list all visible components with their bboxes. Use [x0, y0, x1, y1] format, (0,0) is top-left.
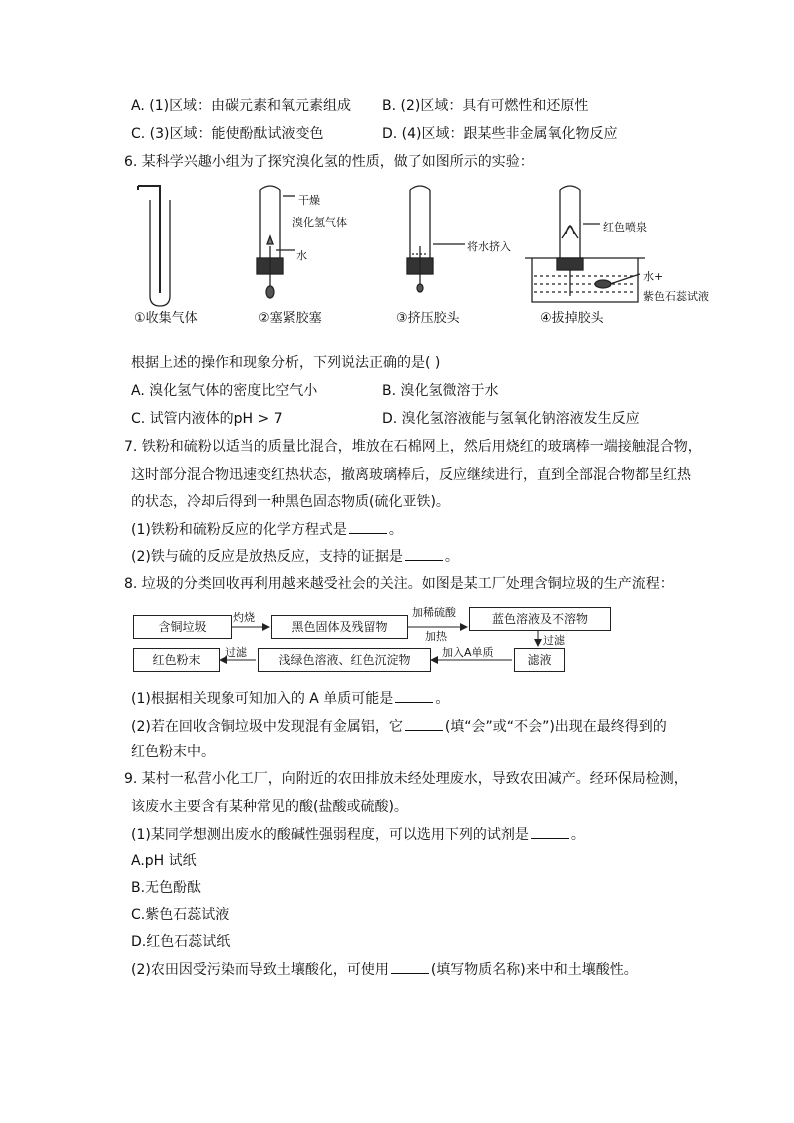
q6-caption-2: ②塞紧胶塞	[258, 311, 322, 326]
q9-option-c: C.紫色石蕊试液	[131, 907, 230, 923]
flow-label-burn: 灼烧	[233, 611, 255, 624]
q6-option-c: C. 试管内液体的pH > 7	[131, 411, 283, 427]
flow-label-add-acid: 加稀硫酸	[412, 606, 456, 619]
q6-label-water: 水	[296, 249, 307, 262]
flow-box-filtrate: 滤液	[514, 648, 565, 672]
q8-sub-1	[131, 688, 449, 709]
q5-option-b: B. (2)区域：具有可燃性和还原性	[382, 98, 589, 114]
period: 。	[444, 549, 459, 565]
period: 。	[435, 691, 450, 707]
answer-blank	[531, 824, 569, 839]
q8-sub-2	[131, 716, 667, 737]
q6-option-a: A. 溴化氢气体的密度比空气小	[131, 383, 318, 399]
q8-sub-1-text: (1)根据相关现象可知加入的 A 单质可能是	[131, 691, 394, 707]
q6-option-d: D. 溴化氢溶液能与氢氧化钠溶液发生反应	[382, 411, 640, 427]
flow-box-blue-solution: 蓝色溶液及不溶物	[469, 607, 611, 631]
q9-option-a: A.pH 试纸	[131, 853, 197, 869]
q6-caption-4: ④拔掉胶头	[540, 311, 604, 326]
answer-blank	[391, 959, 429, 974]
period: 。	[388, 522, 403, 538]
q6-label-squeeze: 将水挤入	[467, 240, 511, 253]
q8-sub-2-text-b: (填“会”或“不会”)出现在最终得到的	[444, 719, 667, 735]
q6-caption-3: ③挤压胶头	[396, 311, 460, 326]
q9-sub-1-text: (1)某同学想测出废水的酸碱性强弱程度，可以选用下列的试剂是	[131, 827, 529, 843]
q6-label-water-plus: 水+	[643, 270, 664, 283]
q7-sub-2-text: (2)铁与硫的反应是放热反应，支持的证据是	[131, 549, 403, 565]
q6-prompt: 根据上述的操作和现象分析，下列说法正确的是( )	[131, 355, 441, 371]
q6-label-dry: 干燥	[298, 194, 320, 207]
q5-option-a: A. (1)区域：由碳元素和氧元素组成	[131, 98, 352, 114]
q7-line-1: 7. 铁粉和硫粉以适当的质量比混合，堆放在石棉网上，然后用烧红的玻璃棒一端接触混合物，	[124, 439, 702, 455]
flow-box-copper-waste: 含铜垃圾	[133, 615, 232, 639]
q9-sub-2	[131, 959, 638, 980]
q6-label-litmus: 紫色石蕊试液	[643, 290, 709, 303]
q9-sub-1	[131, 824, 585, 845]
q5-option-d: D. (4)区域：跟某些非金属氧化物反应	[382, 126, 618, 142]
flow-label-heat: 加热	[425, 630, 447, 643]
flow-label-filter-1: 过滤	[543, 634, 565, 647]
q6-label-gas: 溴化氢气体	[292, 216, 347, 229]
q7-line-3: 的状态，冷却后得到一种黑色固态物质(硫化亚铁)。	[131, 494, 450, 510]
answer-blank	[395, 688, 433, 703]
q5-option-c: C. (3)区域：能使酚酞试液变色	[131, 126, 324, 142]
flow-label-add-a: 加入A单质	[442, 646, 494, 659]
q6-caption-1: ①收集气体	[134, 311, 198, 326]
q8-stem: 8. 垃圾的分类回收再利用越来越受社会的关注。如图是某工厂处理含铜垃圾的生产流程：	[124, 576, 674, 592]
q9-line-2: 该废水主要含有某种常见的酸(盐酸或硫酸)。	[131, 799, 408, 815]
q7-sub-1-text: (1)铁粉和硫粉反应的化学方程式是	[131, 522, 347, 538]
period: 。	[570, 827, 585, 843]
q9-option-b: B.无色酚酞	[131, 880, 202, 896]
flow-box-green-solution: 浅绿色溶液、红色沉淀物	[258, 648, 431, 672]
q9-sub-2-text-a: (2)农田因受污染而导致土壤酸化，可使用	[131, 962, 389, 978]
q6-option-b: B. 溴化氢微溶于水	[382, 383, 499, 399]
q8-sub-2-text-a: (2)若在回收含铜垃圾中发现混有金属铝，它	[131, 719, 403, 735]
flow-label-filter-2: 过滤	[225, 646, 247, 659]
q6-label-fountain: 红色喷泉	[603, 221, 647, 234]
q9-option-d: D.红色石蕊试纸	[131, 934, 231, 950]
answer-blank	[405, 716, 443, 731]
flow-box-red-powder: 红色粉末	[133, 648, 220, 672]
q9-line-1: 9. 某村一私营小化工厂，向附近的农田排放未经处理废水，导致农田减产。经环保局检测，	[124, 771, 688, 787]
q9-sub-2-text-b: (填写物质名称)来中和土壤酸性。	[430, 962, 638, 978]
q6-stem: 6. 某科学兴趣小组为了探究溴化氢的性质，做了如图所示的实验：	[124, 154, 534, 170]
flow-box-black-solid: 黑色固体及残留物	[271, 615, 408, 639]
q7-line-2: 这时部分混合物迅速变红热状态，撤离玻璃棒后，反应继续进行，直到全部混合物都呈红热	[131, 467, 691, 483]
q8-sub-2-cont: 红色粉末中。	[131, 744, 215, 760]
